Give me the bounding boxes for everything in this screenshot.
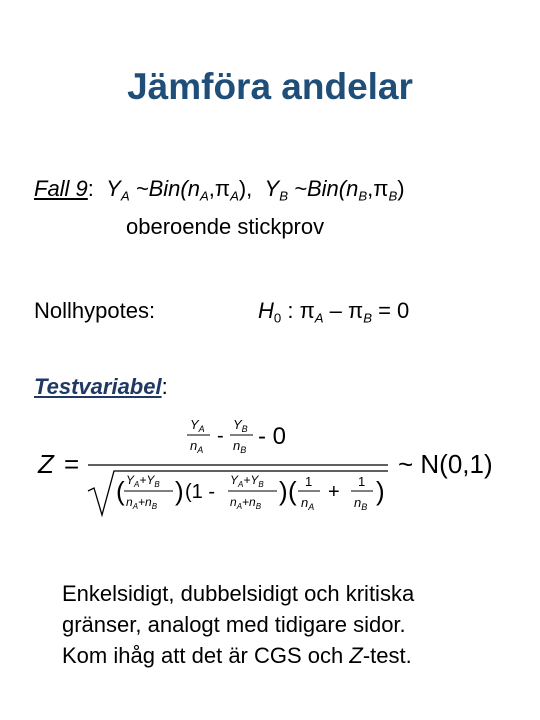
null-expr-2: – π — [323, 298, 364, 323]
note-text — [62, 578, 512, 671]
ya-pi: ,π — [208, 176, 231, 201]
ya-distribution: ~Bin(n — [135, 176, 200, 201]
test-variable-label: Testvariabel: — [34, 374, 168, 399]
yb-n-subscript: B — [358, 188, 368, 204]
den-one-minus: (1 - — [185, 481, 215, 503]
svg-text:): ) — [279, 476, 288, 506]
num-minus: - — [217, 425, 224, 447]
ya-subscript: A — [120, 188, 130, 204]
formula-z: Z — [38, 449, 54, 479]
formula-numerator — [187, 417, 286, 455]
yb-pi: ,π — [367, 176, 389, 201]
h-subscript: 0 — [273, 310, 282, 326]
svg-text:1: 1 — [305, 474, 313, 489]
yb-symbol: Y — [264, 176, 280, 201]
formula-distribution: ~ N(0,1) — [398, 449, 493, 479]
note-line-3: Kom ihåg att det är CGS och Z-test. — [62, 643, 412, 668]
svg-text:YA+YB: $Y_A+Y_B$ — [230, 473, 264, 489]
svg-text:nA+nB: $n_A+n_B$ — [230, 495, 262, 511]
yb-distribution: ~Bin(n — [294, 176, 359, 201]
z-test-formula — [30, 405, 510, 523]
yb-pi-subscript: B — [388, 188, 398, 204]
formula-equals: = — [64, 449, 80, 479]
num-yb: $Y_B$ — [233, 417, 248, 434]
svg-text:nA: $n_A$ — [301, 495, 315, 512]
svg-text:1: 1 — [358, 474, 366, 489]
case-label: Fall 9 — [34, 176, 88, 201]
svg-text:): ) — [175, 476, 184, 506]
test-variable-text: Testvariabel — [34, 374, 162, 399]
null-expr-3: = 0 — [371, 298, 410, 323]
null-hypothesis-label: Nollhypotes: — [34, 298, 156, 323]
svg-text:nB: $n_B$ — [354, 495, 368, 512]
formula-denominator — [88, 471, 388, 515]
null-hypothesis-equation — [258, 298, 409, 324]
num-nb: $n_B$ — [233, 438, 247, 455]
ya-n-subscript: A — [199, 188, 209, 204]
den-ya-yb: $Y_A+Y_B$ — [126, 473, 160, 489]
num-minus-zero: - 0 — [258, 423, 287, 450]
svg-text:(: ( — [116, 476, 125, 506]
null-sub-1: A — [314, 310, 324, 326]
case-description: Fall 9: $Y_A$ $\sim Bin(n_A,\pi_A)$, $Y_B$ $\sim Bin(n_B,\pi_B)$ — [34, 176, 405, 204]
ya-pi-subscript: A — [230, 188, 239, 204]
svg-text:): ) — [376, 476, 385, 506]
note-line-2: gränser, analogt med tidigare sidor. — [62, 612, 406, 637]
num-ya: $Y_A$ — [190, 417, 205, 434]
yb-subscript: B — [279, 188, 289, 204]
independent-samples-text: oberoende stickprov — [126, 214, 325, 239]
svg-text:+: + — [328, 481, 340, 503]
h-symbol: H — [258, 298, 274, 323]
null-expr-1: : π — [281, 298, 315, 323]
ya-symbol: Y — [106, 176, 121, 201]
num-na: $n_A$ — [190, 438, 204, 455]
null-sub-2: B — [363, 310, 372, 326]
slide-title: Jämföra andelar — [127, 66, 413, 107]
den-na-nb: $n_A+n_B$ — [126, 495, 158, 511]
note-line-1: Enkelsidigt, dubbelsidigt och kritiska — [62, 581, 415, 606]
svg-text:(: ( — [288, 476, 297, 506]
